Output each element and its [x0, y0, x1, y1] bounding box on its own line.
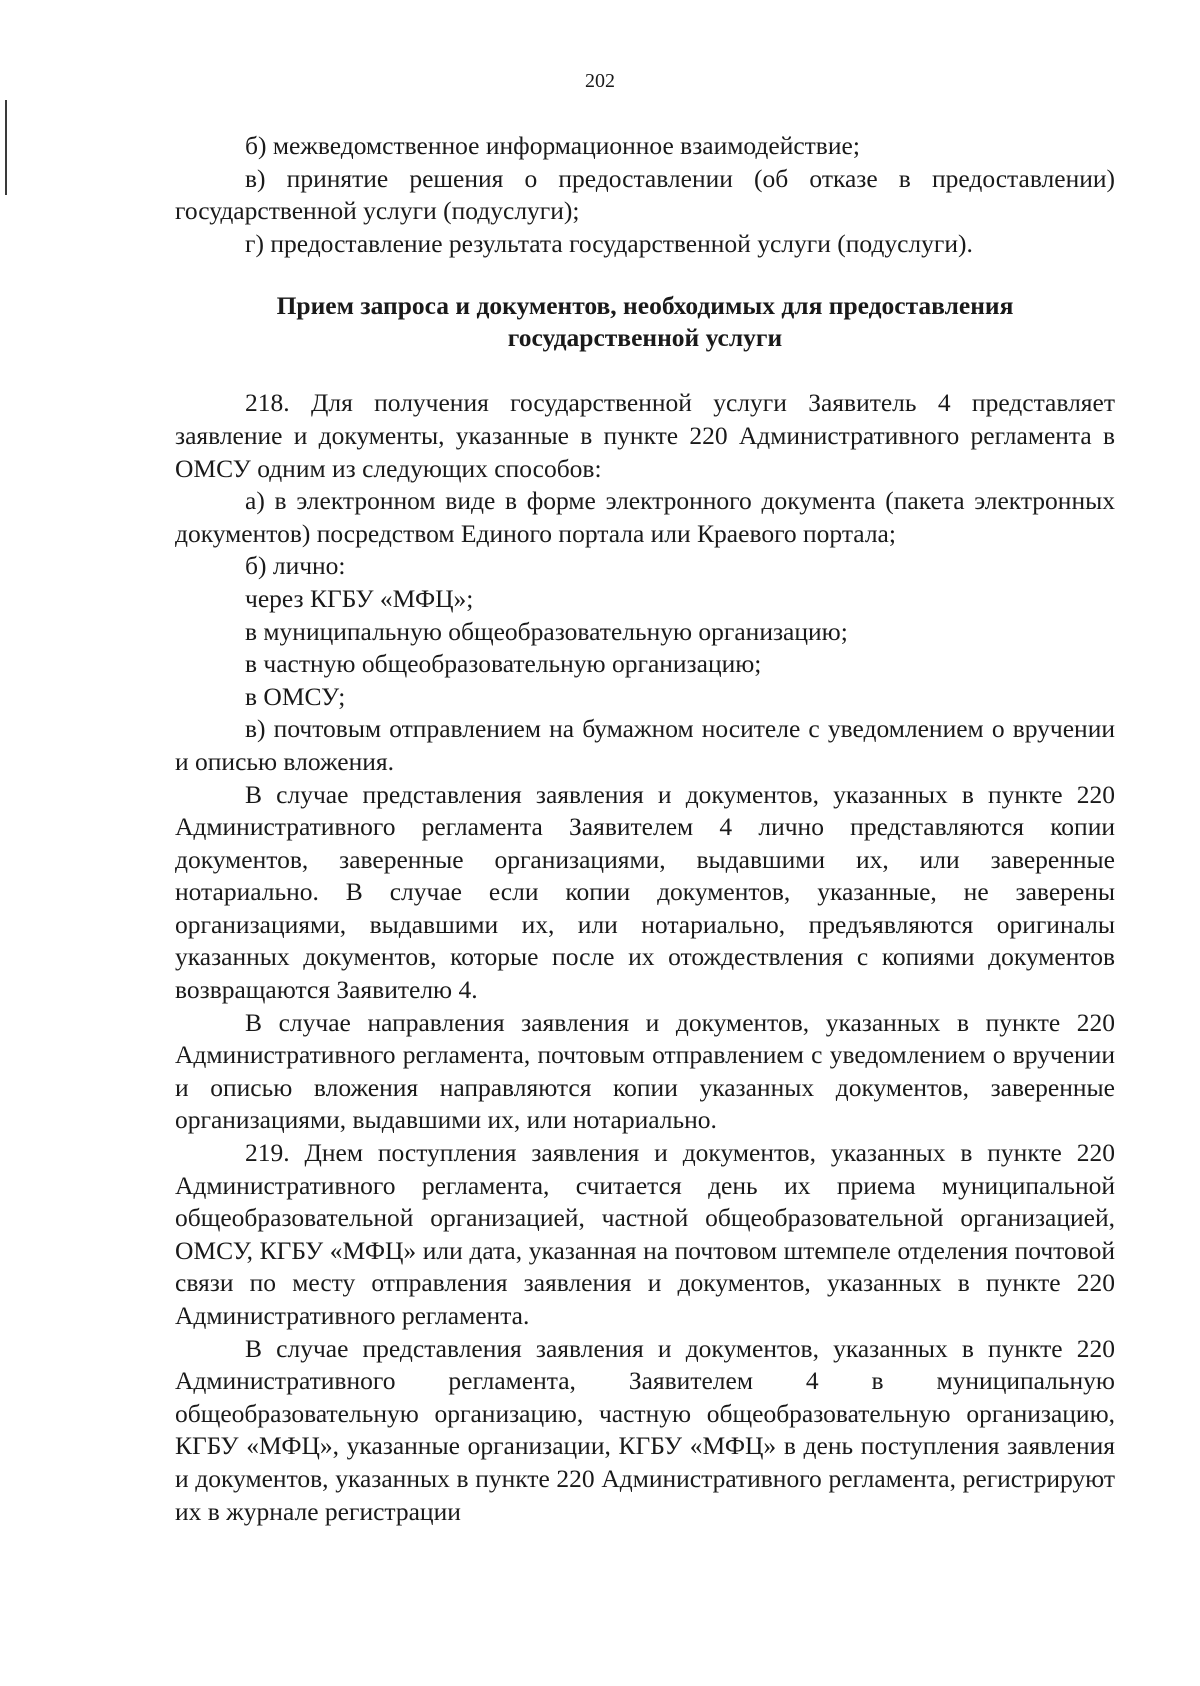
- paragraph: в ОМСУ;: [245, 681, 346, 711]
- paragraph: В случае направления заявления и документов, указанных в пункте 220 Административного регламента, почтовым отправлением с уведомлением о вручении и описью вложения направляются копии указанных документов, заверенные организациями, выдавшими их, или нотариально.: [175, 1007, 1115, 1135]
- paragraph: а) в электронном виде в форме электронного документа (пакета электронных документов) посредством Единого портала или Краевого портала;: [175, 486, 1115, 548]
- section-heading: Прием запроса и документов, необходимых для предоставления государственной услуги: [276, 291, 1014, 353]
- paragraph: через КГБУ «МФЦ»;: [245, 583, 474, 613]
- paragraph: В случае представления заявления и документов, указанных в пункте 220 Административного регламента, Заявителем 4 в муниципальную общеобразовательную организацию, частную общеобразовательную организацию, КГБУ «МФЦ», указанные организации, КГБУ «МФЦ» в день поступления заявления и документов, указанных в пункте 220 Административного регламента, регистрируют их в журнале регистрации: [175, 1333, 1115, 1526]
- paragraph: в частную общеобразовательную организацию;: [245, 649, 762, 679]
- paragraph: б) лично:: [245, 551, 346, 581]
- paragraph: в) почтовым отправлением на бумажном носителе с уведомлением о вручении и описью вложения.: [175, 714, 1115, 776]
- margin-line: [5, 100, 7, 195]
- paragraph: 218. Для получения государственной услуги Заявитель 4 представляет заявление и документы, указанные в пункте 220 Административного регламента в ОМСУ одним из следующих способов:: [175, 388, 1115, 483]
- paragraph: в) принятие решения о предоставлении (об отказе в предоставлении) государственной услуги (подуслуги);: [175, 163, 1115, 226]
- paragraph: 219. Днем поступления заявления и документов, указанных в пункте 220 Административного регламента, считается день их приема муниципальной общеобразовательной организацией, частной общеобразовательной организацией, ОМСУ, КГБУ «МФЦ» или дата, указанная на почтовом штемпеле отделения почтовой связи по месту отправления заявления и документов, указанных в пункте 220 Административного регламента.: [175, 1138, 1115, 1330]
- paragraph: б) межведомственное информационное взаимодействие;: [245, 131, 860, 160]
- page-number: 202: [585, 70, 615, 92]
- document-body: [175, 130, 1115, 1528]
- paragraph: В случае представления заявления и документов, указанных в пункте 220 Административного регламента Заявителем 4 лично представляются копии документов, заверенные организациями, выдавшими их, или заверенные нотариально. В случае если копии документов, указанные, не заверены организациями, выдавшими их, или нотариально, предъявляются оригиналы указанных документов, которые после их отождествления с копиями документов возвращаются Заявителю 4.: [175, 779, 1115, 1005]
- paragraph: г) предоставление результата государственной услуги (подуслуги).: [245, 228, 973, 258]
- paragraph: в муниципальную общеобразовательную организацию;: [245, 616, 848, 646]
